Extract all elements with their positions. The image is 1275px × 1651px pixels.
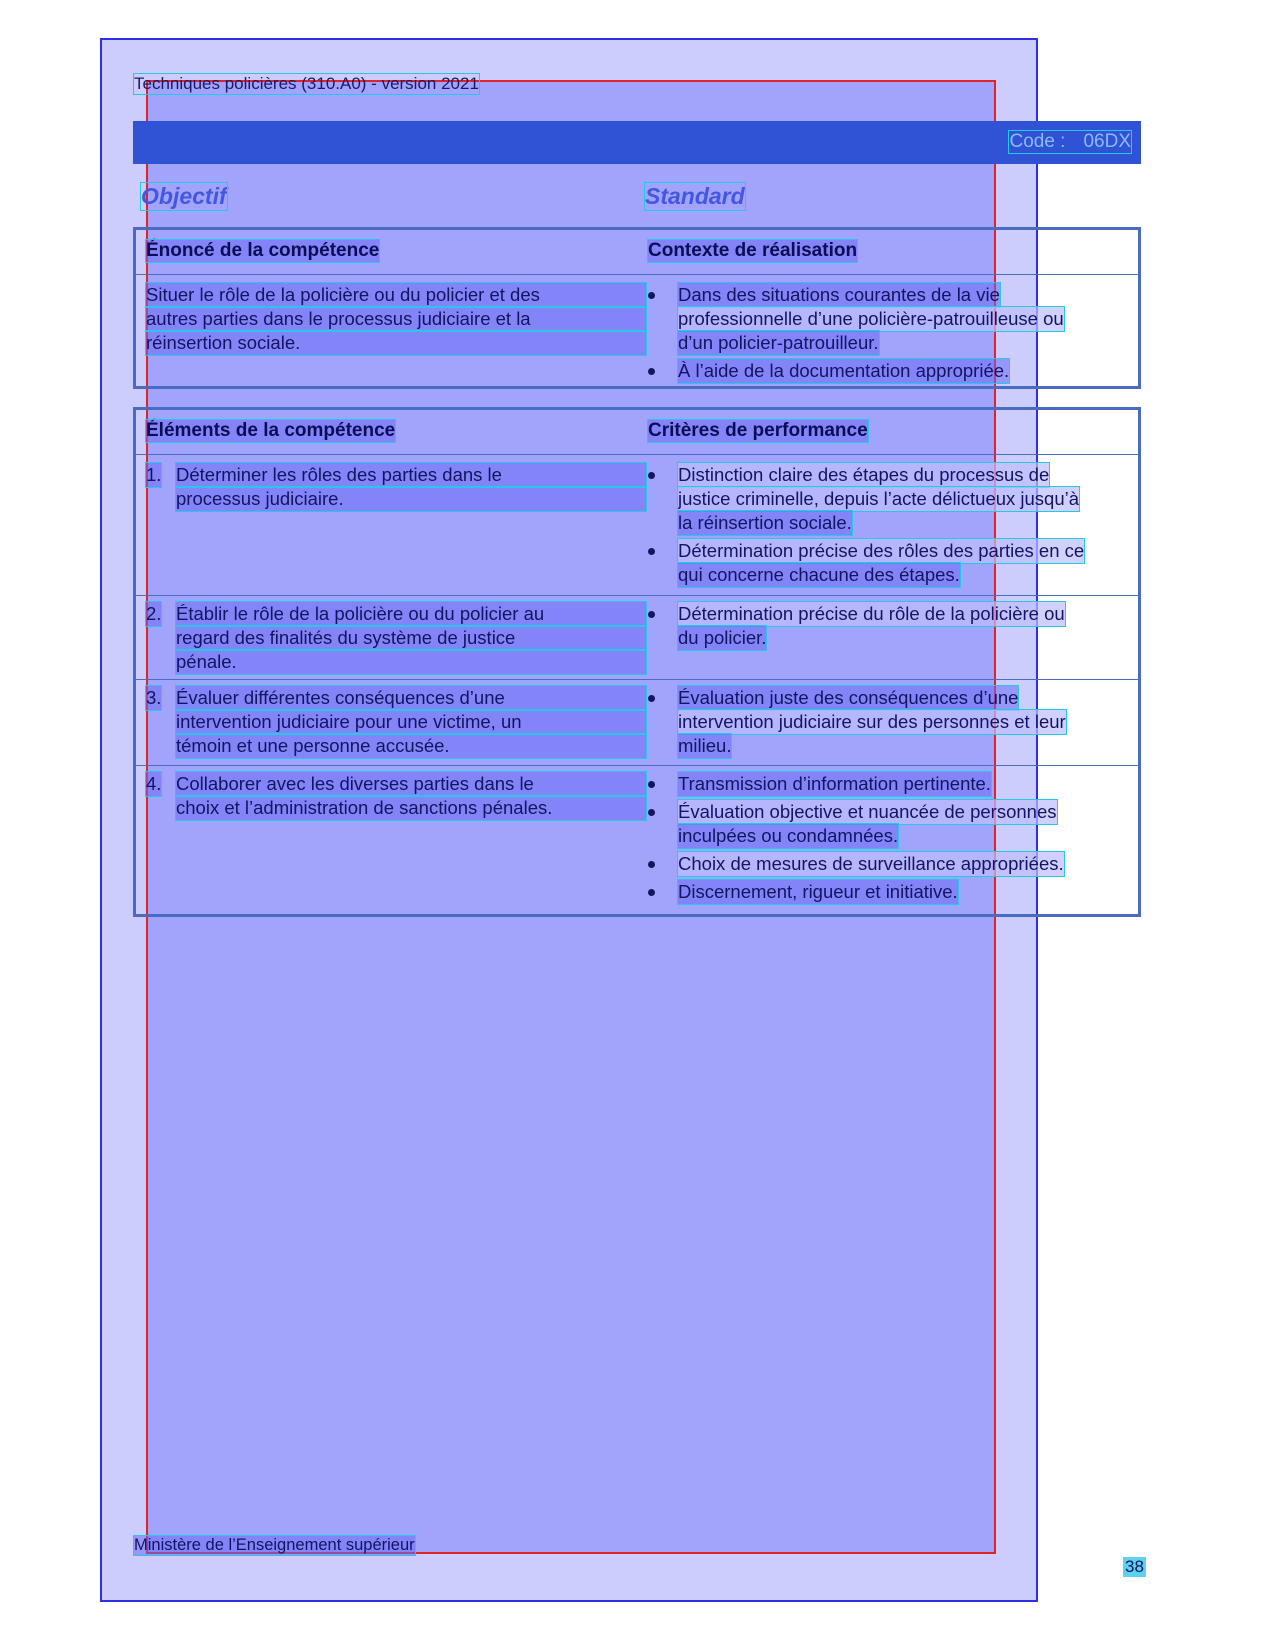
element-item: 1. Déterminer les rôles des parties dans le processus judiciaire. xyxy=(146,463,646,511)
contexte-header: Contexte de réalisation xyxy=(648,240,858,261)
element-item: 2. Établir le rôle de la policière ou du policier au regard des finalités du système de justice pénale. xyxy=(146,602,646,674)
list-item: Transmission d’information pertinente. xyxy=(648,772,1133,796)
code-field xyxy=(1009,131,1131,153)
table-row xyxy=(136,679,1138,765)
list-item: Discernement, rigueur et initiative. xyxy=(648,880,1133,904)
objectif-heading: Objectif xyxy=(141,183,227,209)
elements-header: Éléments de la compétence xyxy=(146,420,396,441)
competence-table xyxy=(133,227,1141,389)
page-number: 38 xyxy=(1125,1557,1144,1576)
list-item: Détermination précise des rôles des parties en ce qui concerne chacune des étapes. xyxy=(648,539,1133,587)
standard-heading: Standard xyxy=(645,183,745,209)
element-item: 3. Évaluer différentes conséquences d’une intervention judiciaire pour une victime, un témoin et une personne accusée. xyxy=(146,686,646,758)
competence-statement: Situer le rôle de la policière ou du policier et des autres parties dans le processus judiciaire et la réinsertion sociale. xyxy=(146,283,646,355)
code-bar xyxy=(133,121,1141,164)
code-value: 06DX xyxy=(1083,131,1131,152)
footer-ministry: Ministère de l’Enseignement supérieur xyxy=(134,1536,415,1554)
context-list xyxy=(648,283,1133,387)
list-item: Distinction claire des étapes du processus de justice criminelle, depuis l’acte délictueux jusqu’à la réinsertion sociale. xyxy=(648,463,1133,535)
element-item: 4. Collaborer avec les diverses parties dans le choix et l’administration de sanctions pénales. xyxy=(146,772,646,820)
competence-body-row xyxy=(136,274,1138,386)
criteres-header: Critères de performance xyxy=(648,420,868,441)
table-row xyxy=(136,454,1138,595)
list-item: Dans des situations courantes de la vie professionnelle d’une policière-patrouilleuse ou d’un policier-patrouilleur. xyxy=(648,283,1133,355)
list-item: Détermination précise du rôle de la policière ou du policier. xyxy=(648,602,1133,650)
table-row xyxy=(136,765,1138,914)
list-item: À l’aide de la documentation appropriée. xyxy=(648,359,1133,383)
list-item: Évaluation juste des conséquences d’une intervention judiciaire sur des personnes et leur milieu. xyxy=(648,686,1133,758)
elements-header-row xyxy=(136,410,1138,454)
code-label: Code : xyxy=(1009,131,1066,152)
list-item: Choix de mesures de surveillance appropriées. xyxy=(648,852,1133,876)
list-item: Évaluation objective et nuancée de personnes inculpées ou condamnées. xyxy=(648,800,1133,848)
competence-header-row xyxy=(136,230,1138,274)
table-row xyxy=(136,595,1138,679)
elements-table xyxy=(133,407,1141,917)
enonce-header: Énoncé de la compétence xyxy=(146,240,380,261)
document-header: Techniques policières (310.A0) - version 2021 xyxy=(134,74,479,93)
